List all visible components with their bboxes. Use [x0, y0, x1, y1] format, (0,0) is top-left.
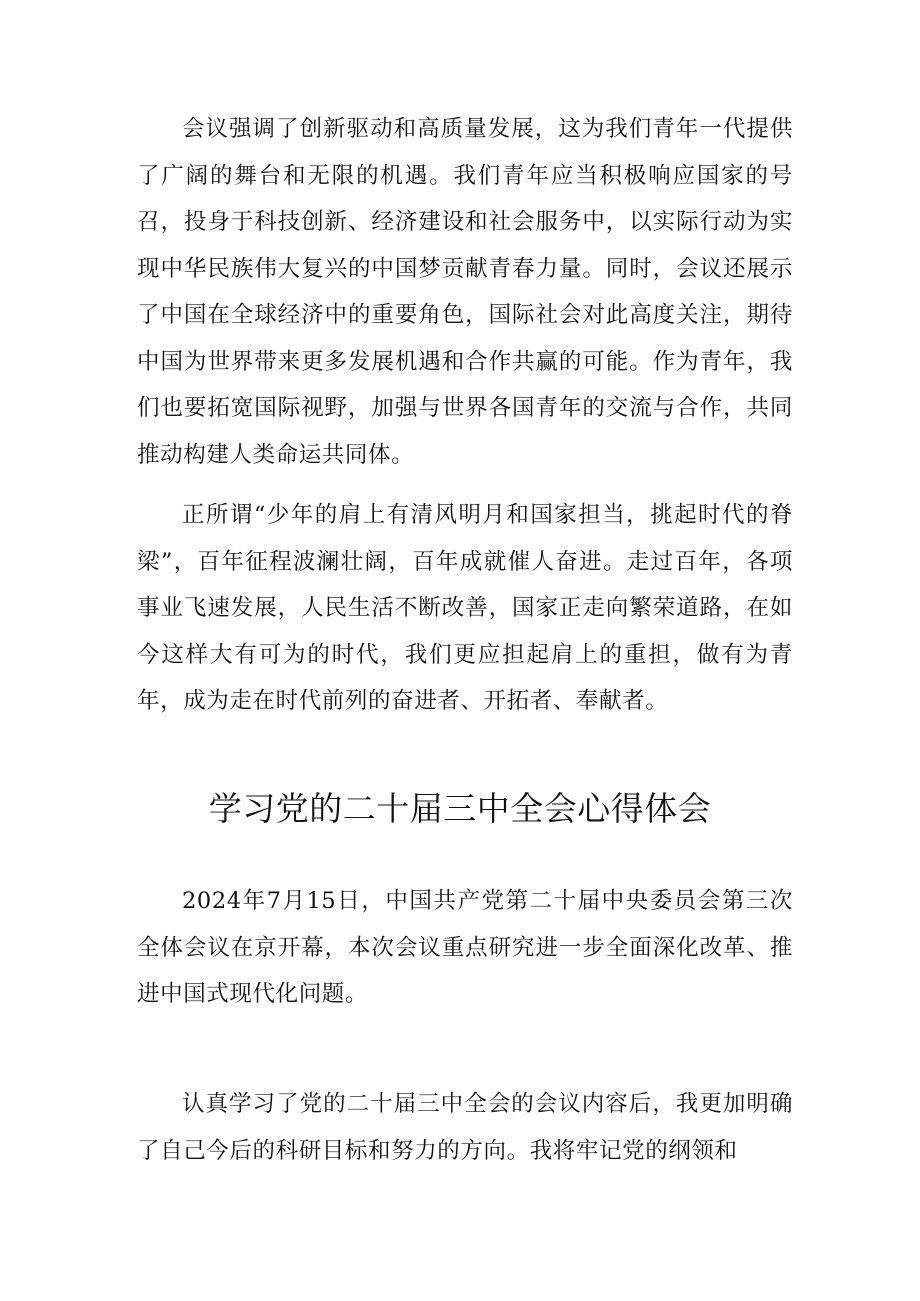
body-paragraph-4: 认真学习了党的二十届三中全会的会议内容后，我更加明确了自己今后的科研目标和努力的方向。我将牢记党的纲领和 — [137, 1091, 793, 1164]
body-paragraph-3: 2024年7月15日，中国共产党第二十届中央委员会第三次全体会议在京开幕，本次会议重点研究进一步全面深化改革、推进中国式现代化问题。 — [137, 888, 793, 1007]
section-title: 学习党的二十届三中全会心得体会 — [208, 789, 712, 828]
body-paragraph-1: 会议强调了创新驱动和高质量发展，这为我们青年一代提供了广阔的舞台和无限的机遇。我们青年应当积极响应国家的号召，投身于科技创新、经济建设和社会服务中，以实际行动为实现中华民族伟大复兴的中国梦贡献青春力量。同时，会议还展示了中国在全球经济中的重要角色，国际社会对此高度关注，期待中国为世界带来更多发展机遇和合作共赢的可能。作为青年，我们也要拓宽国际视野，加强与世界各国青年的交流与合作，共同推动构建人类命运共同体。 — [137, 116, 793, 468]
body-paragraph-2: 正所谓“少年的肩上有清风明月和国家担当，挑起时代的脊梁”，百年征程波澜壮阔，百年成就催人奋进。走过百年，各项事业飞速发展，人民生活不断改善，国家正走向繁荣道路，在如今这样大有可为的时代，我们更应担起肩上的重担，做有为青年，成为走在时代前列的奋进者、开拓者、奉献者。 — [137, 502, 793, 714]
